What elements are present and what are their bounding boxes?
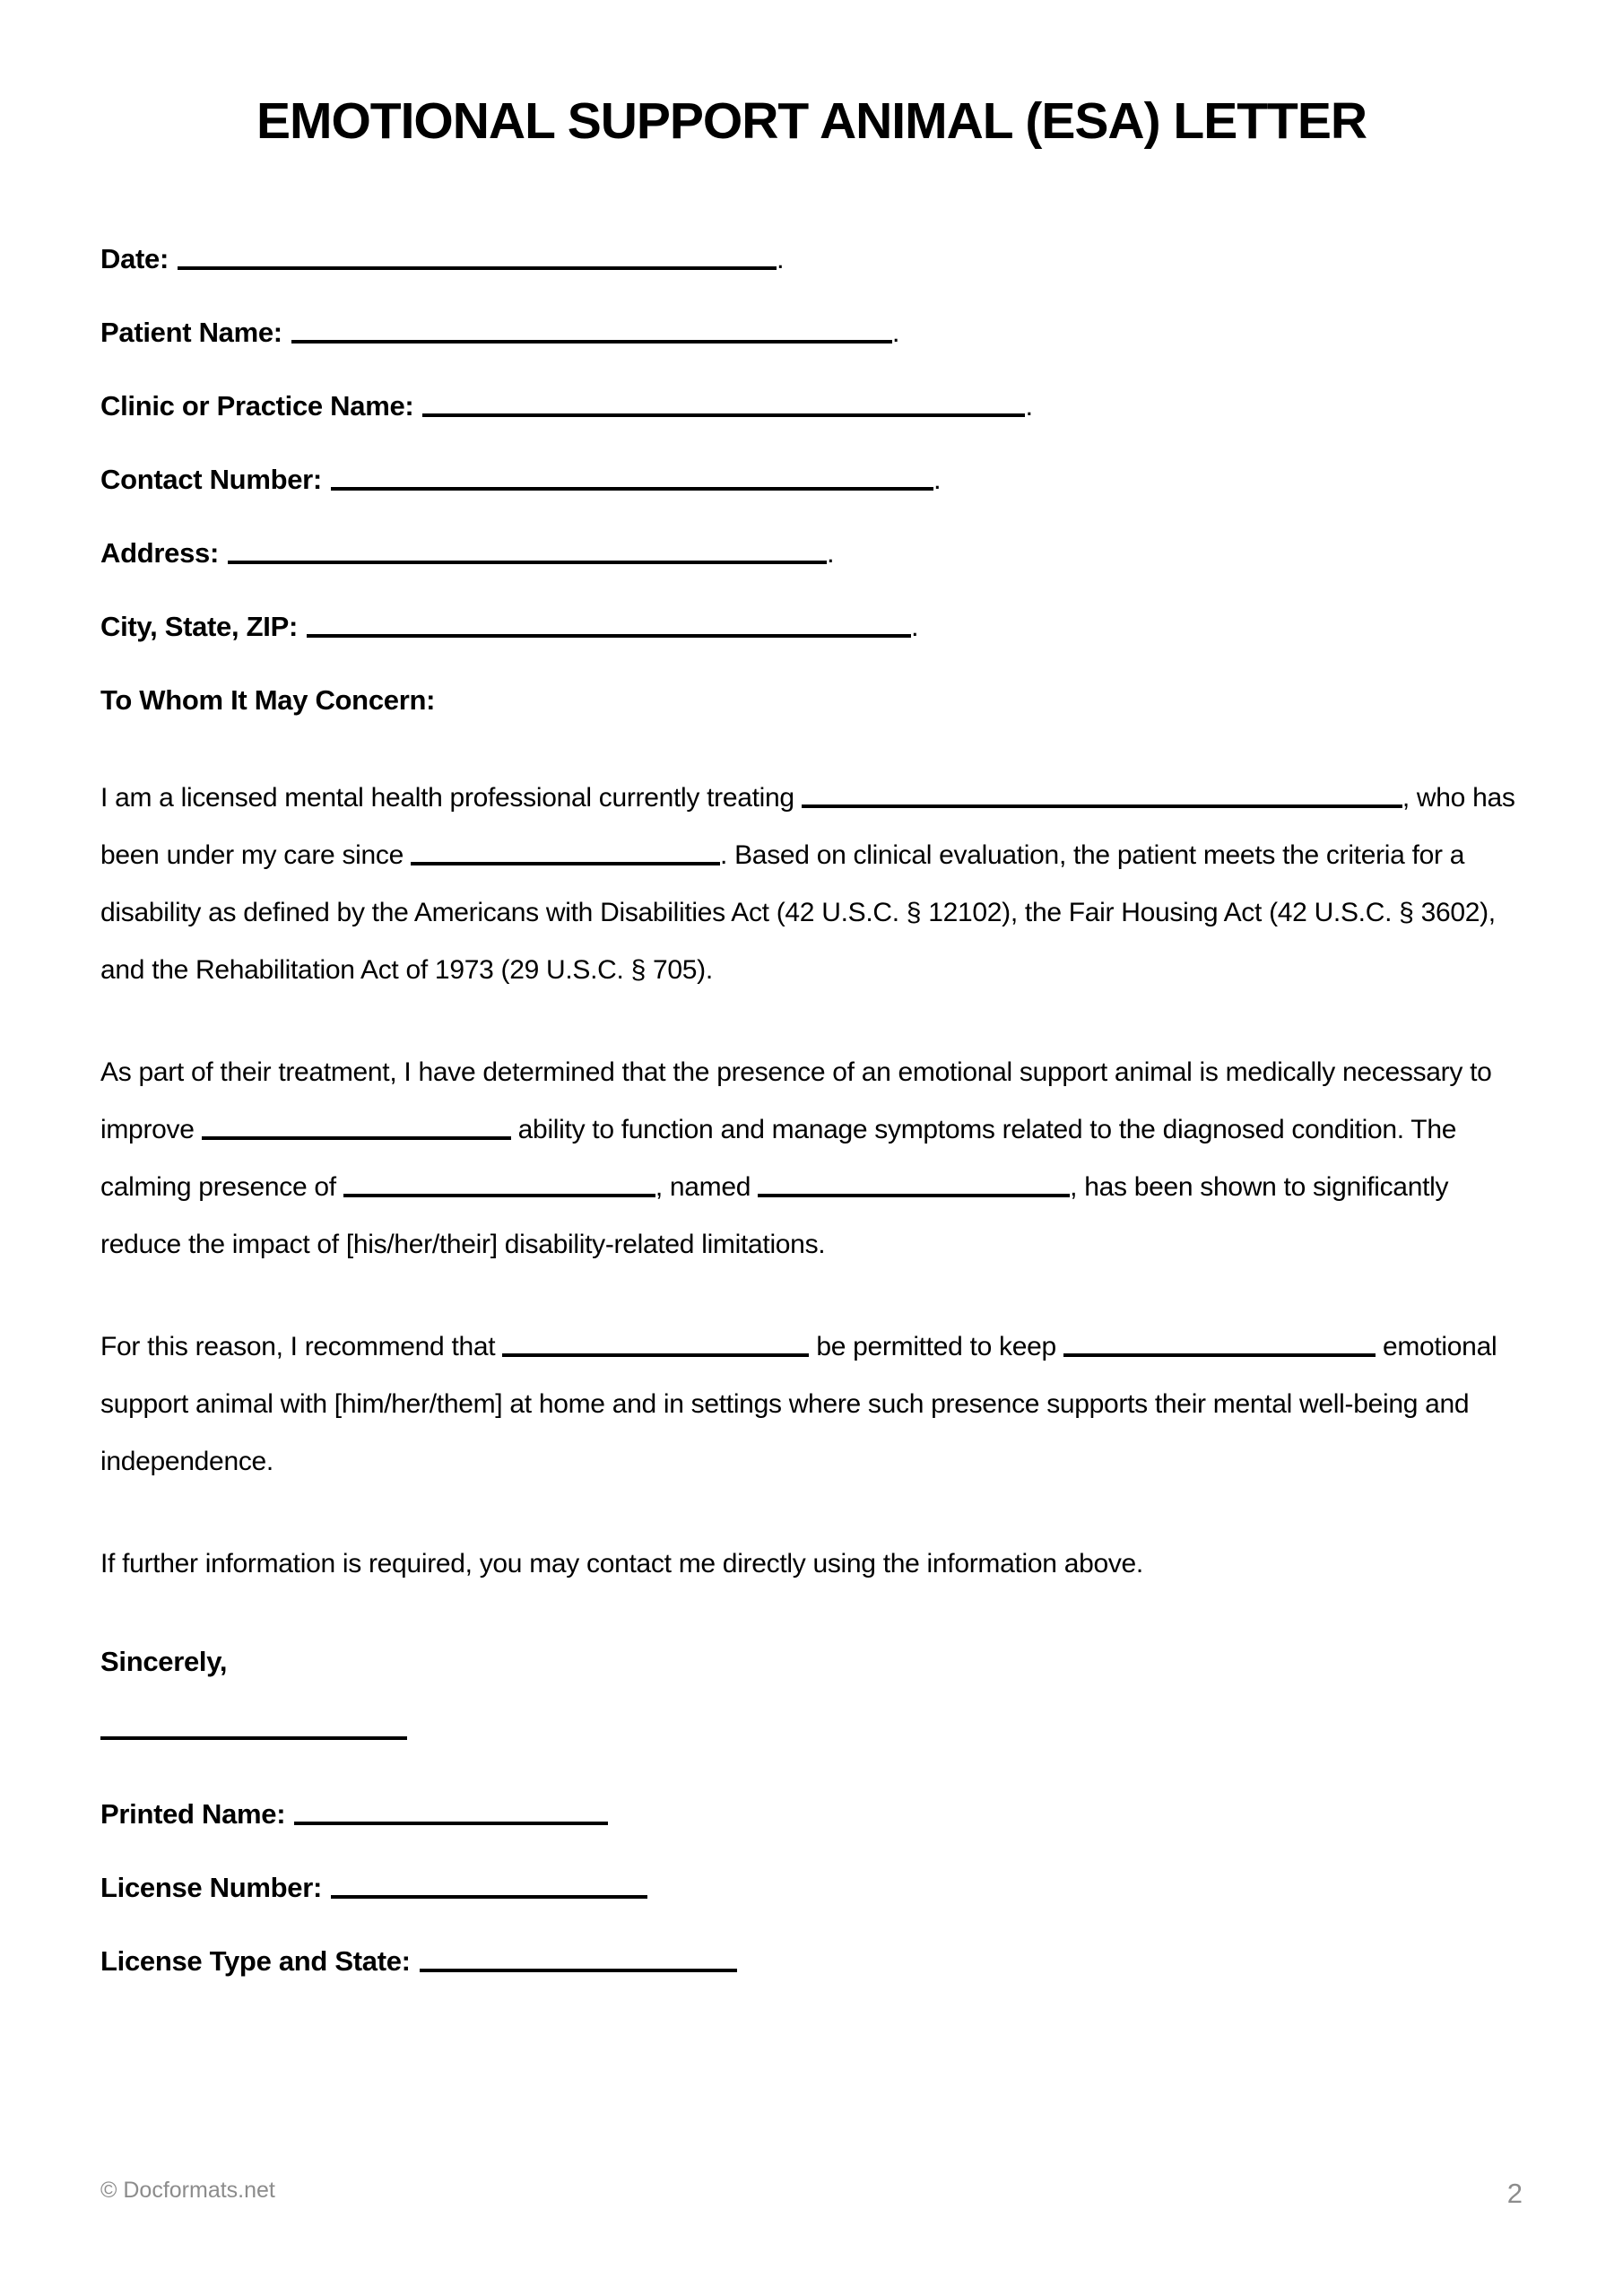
field-label: Clinic or Practice Name: [100,390,414,422]
field-row-license-number [100,1873,1523,1903]
blank-line [202,1131,511,1140]
text-run: For this reason, I recommend that [100,1332,503,1361]
blank-line [291,335,892,344]
footer-copyright: © Docformats.net [100,2178,275,2203]
field-row-patient-name [100,317,1523,348]
page-content [0,93,1623,1977]
page-title: EMOTIONAL SUPPORT ANIMAL (ESA) LETTER [256,92,1367,150]
blank-line [502,1348,809,1357]
text-run: If further information is required, you may contact me directly using the information above. [100,1549,1143,1578]
text-run: . Based on clinical evaluation, the patient meets the criteria for a disability as defined by the Americans with Disabilities Act (42 U.S.C. § 12102), the Fair Housing Act (42 U.S.C. § 3602), and the Rehabilitation Act of 1973 (29 U.S.C. § 705). [100,840,1496,985]
signature-fields [100,1799,1523,1977]
field-label: Printed Name: [100,1798,286,1830]
field-label: Date: [100,243,169,274]
signature-line [100,1731,407,1740]
text-run: ability to function and manage symptoms related to the diagnosed condition. The calming presence of [100,1115,1457,1202]
header-fields [100,244,1523,642]
text-run: I am a licensed mental health professional currently treating [100,783,802,813]
field-suffix: . [1025,390,1033,422]
text-run: , named [655,1172,759,1202]
field-row-contact-number [100,465,1523,495]
text-run: emotional support animal with [him/her/them] at home and in settings where such presence supports their mental well-being and independence. [100,1332,1497,1476]
field-label: License Type and State: [100,1945,411,1977]
field-suffix: . [826,537,835,569]
footer-page-number: 2 [1506,2178,1523,2209]
blank-line [758,1188,1070,1197]
field-row-city-state-zip [100,612,1523,642]
text-run: , has been shown to significantly reduce the impact of [his/her/their] disability-related limitations. [100,1172,1449,1259]
blank-line [178,261,777,270]
field-row-printed-name [100,1799,1523,1830]
blank-line [331,482,933,491]
field-label: Address: [100,537,219,569]
field-label: Patient Name: [100,317,282,348]
blank-line [228,555,827,564]
field-label: Contact Number: [100,464,322,495]
field-label: City, State, ZIP: [100,611,298,642]
field-row-clinic-or-practice-name [100,391,1523,422]
text-run: be permitted to keep [809,1332,1063,1361]
blank-line [422,408,1025,417]
field-row-address [100,538,1523,569]
blank-line [802,799,1402,808]
salutation: To Whom It May Concern: [100,684,436,716]
text-run: As part of their treatment, I have determined that the presence of an emotional support animal is medically necessary to improve [100,1057,1492,1144]
blank-line [411,857,720,865]
field-suffix: . [910,611,919,642]
field-suffix: . [891,317,900,348]
blank-line [307,629,911,638]
field-suffix: . [933,464,942,495]
paragraph-1 [100,770,1523,999]
field-row-date [100,244,1523,274]
page-footer [100,2178,1523,2210]
blank-line [420,1963,737,1972]
closing-sincerely: Sincerely, [100,1646,228,1677]
field-label: License Number: [100,1872,323,1903]
blank-line [331,1890,647,1899]
paragraph-3 [100,1318,1523,1491]
field-row-license-type-and-state [100,1946,1523,1977]
paragraph-4 [100,1535,1523,1593]
body-paragraphs [100,770,1523,1593]
text-run: , who has been under my care since [100,783,1515,870]
field-suffix: . [777,243,785,274]
blank-line [1063,1348,1376,1357]
paragraph-2 [100,1044,1523,1274]
blank-line [294,1816,608,1825]
blank-line [343,1188,655,1197]
